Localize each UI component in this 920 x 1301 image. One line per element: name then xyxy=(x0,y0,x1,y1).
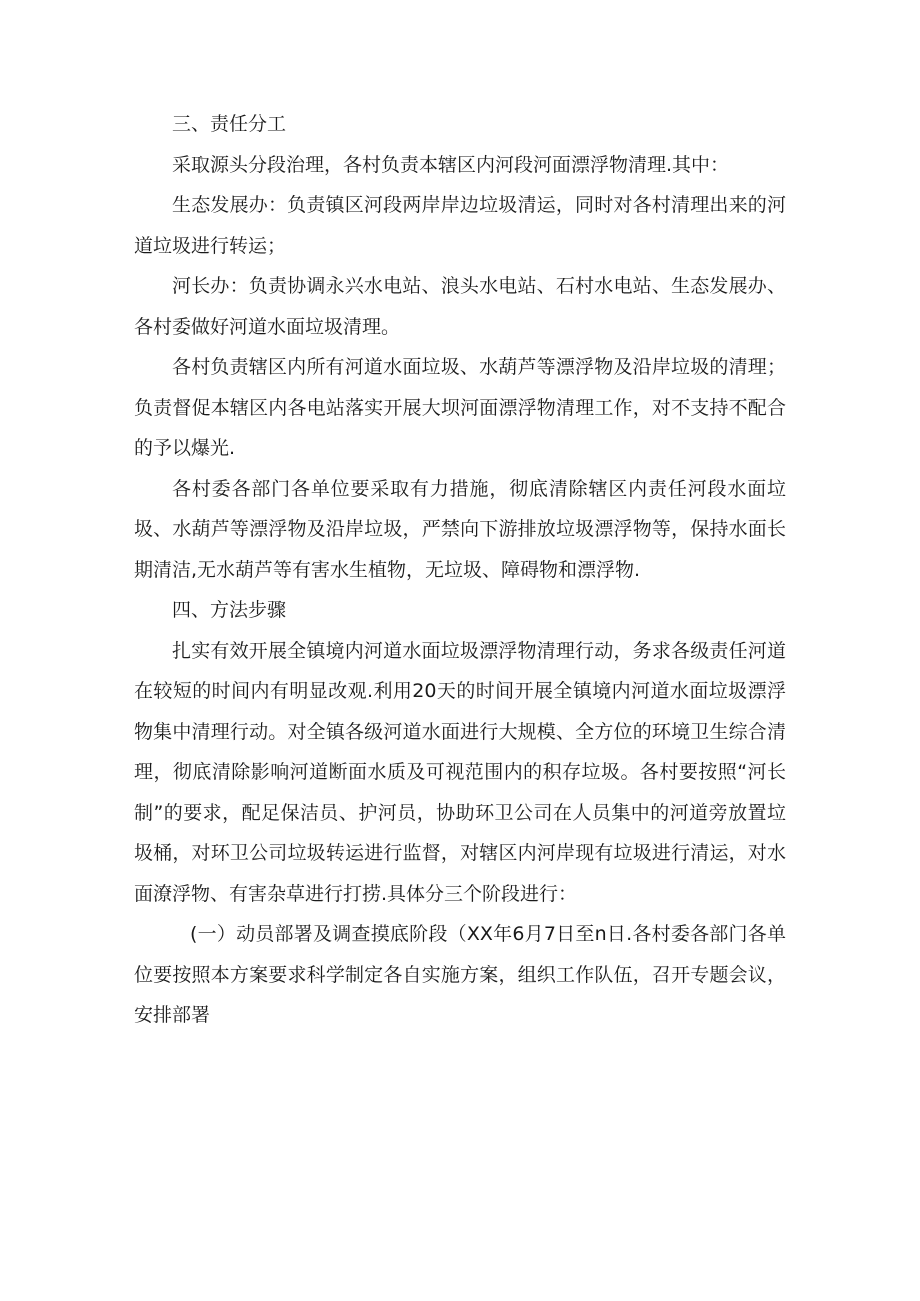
section-heading-responsibility: 三、责任分工 xyxy=(172,113,287,135)
paragraph-cleanup-action: 扎实有效开展全镇境内河道水面垃圾漂浮物清理行动，务求各级责任河道在较短的时间内有明显改观.利用20天的时间开展全镇境内河道水面垃圾漂浮物集中清理行动。对全镇各级河道水面进行大规模、全方位的环境卫生综合清理，彻底清除影响河道断面水质及可视范围内的积存垃圾。各村要按照“河长制”的要求，配足保洁员、护河员，协助环卫公司在人员集中的河道旁放置垃圾桶，对环卫公司垃圾转运进行监督，对辖区内河岸现有垃圾进行清运，对水面潦浮物、有害杂草进行打捞.具体分三个阶段进行： xyxy=(134,639,786,905)
paragraph-measures: 各村委各部门各单位要采取有力措施，彻底清除辖区内责任河段水面垃圾、水葫芦等漂浮物及沿岸垃圾，严禁向下游排放垃圾漂浮物等，保持水面长期清洁,无水葫芦等有害水生植物，无垃圾、障碍物和漂浮物. xyxy=(134,477,786,581)
paragraph-source-governance: 采取源头分段治理，各村负责本辖区内河段河面漂浮物清理.其中： xyxy=(172,153,730,176)
paragraph-river-chief-office: 河长办：负责协调永兴水电站、浪头水电站、石村水电站、生态发展办、各村委做好河道水面垃圾清理。 xyxy=(134,275,786,338)
paragraph-stage-one: (一）动员部署及调查摸底阶段（XX年6月7日至n日.各村委各部门各单位要按照本方案要求科学制定各自实施方案，组织工作队伍，召开专题会议，安排部署 xyxy=(134,923,786,1026)
document-body xyxy=(134,104,786,1036)
paragraph-village-duty: 各村负责辖区内所有河道水面垃圾、水葫芦等漂浮物及沿岸垃圾的清理；负责督促本辖区内各电站落实开展大坝河面漂浮物清理工作，对不支持不配合的予以爆光. xyxy=(134,356,786,459)
paragraph-ecology-office: 生态发展办：负责镇区河段两岸岸边垃圾清运，同时对各村清理出来的河道垃圾进行转运； xyxy=(134,194,786,257)
section-heading-method-steps: 四、方法步骤 xyxy=(172,599,287,621)
